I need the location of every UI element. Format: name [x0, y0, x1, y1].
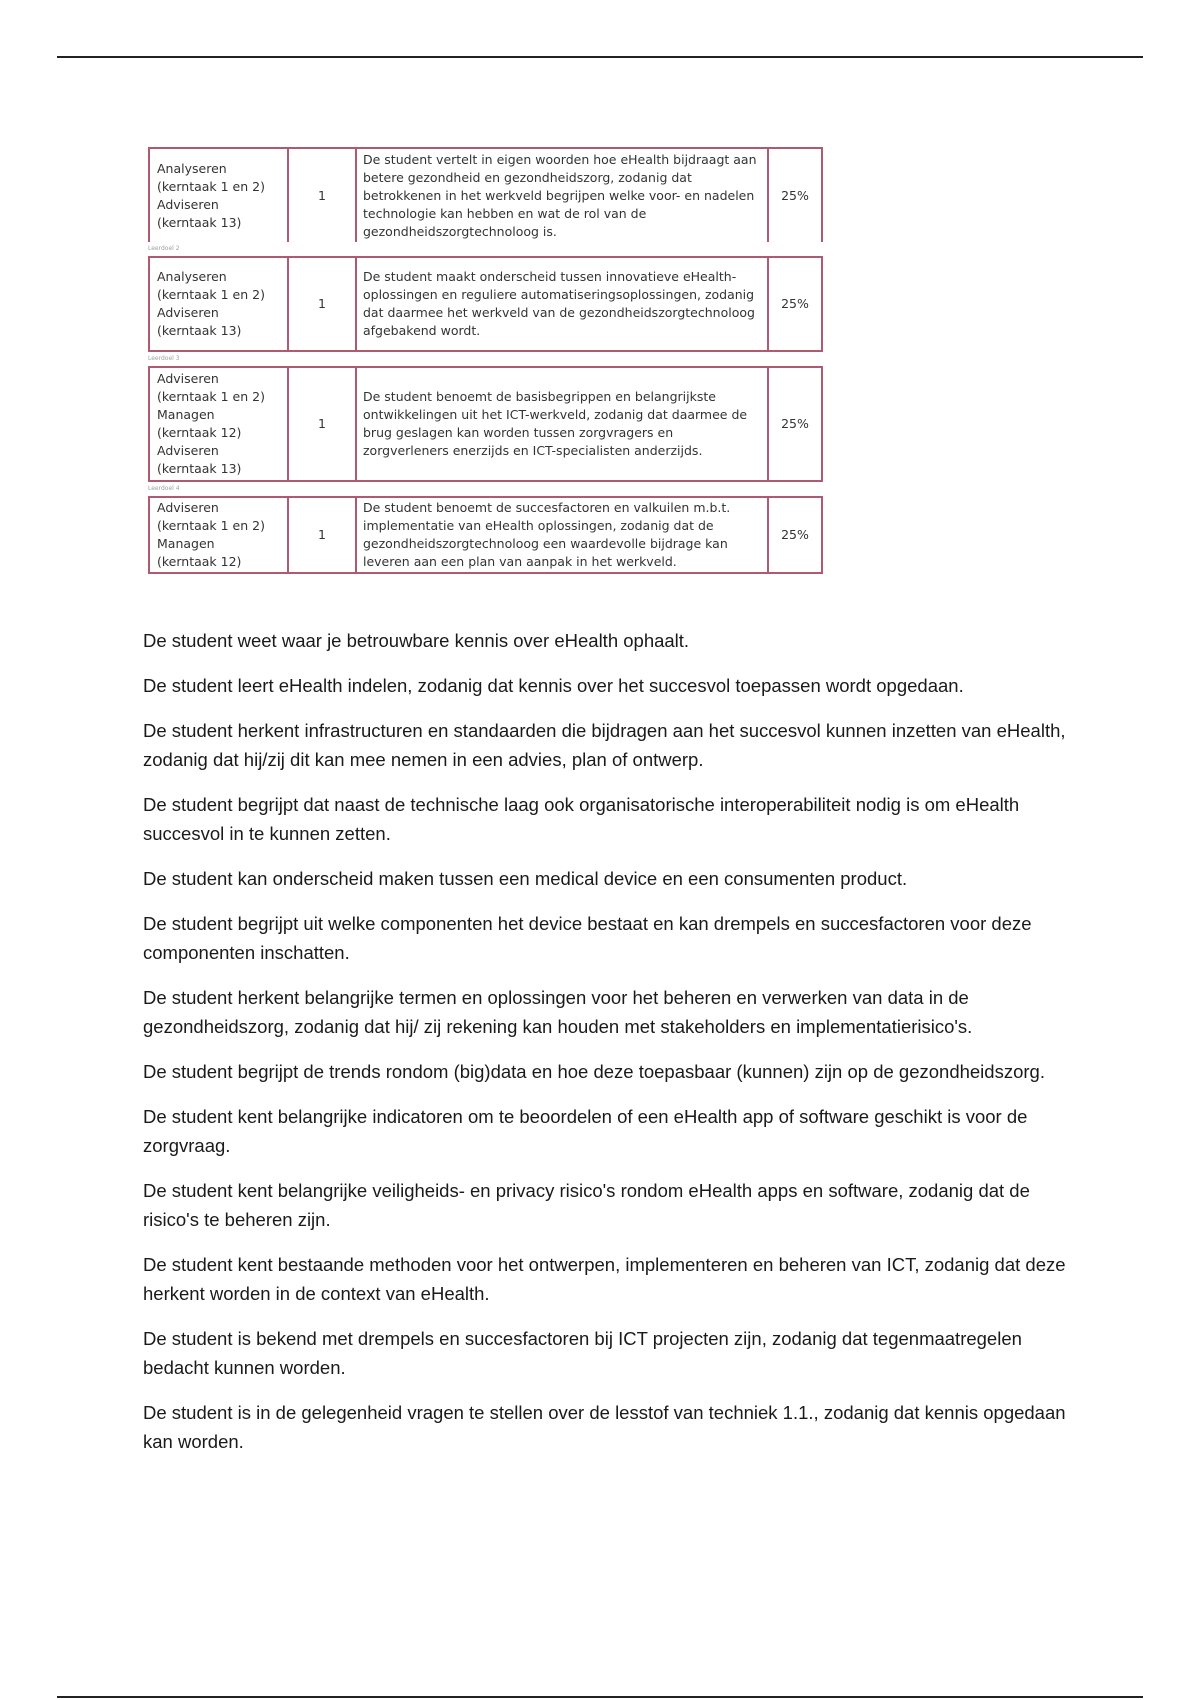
footer-rule	[57, 1696, 1143, 1698]
role-line: (kerntaak 13)	[157, 461, 242, 476]
weight-cell: 25%	[768, 257, 822, 351]
description-cell: De student vertelt in eigen woorden hoe eHealth bijdraagt aan betere gezondheid en gezondheidszorg, zodanig dat betrokkenen in het werkveld begrijpen welke voor- en nadelen technologie kan hebben en wat de rol van de gezondheidszorgtechnoloog is.	[356, 148, 768, 242]
role-line: (kerntaak 1 en 2)	[157, 518, 265, 533]
weight-cell: 25%	[768, 148, 822, 242]
description-cell: De student benoemt de succesfactoren en valkuilen m.b.t. implementatie van eHealth oplossingen, zodanig dat de gezondheidszorgtechnoloog een waardevolle bijdrage kan leveren aan een plan van aanpak in het werkveld.	[356, 497, 768, 573]
learning-goal-caption: Leerdoel 2	[148, 245, 180, 252]
number-cell: 1	[288, 148, 356, 242]
goal-paragraph: De student kent belangrijke veiligheids- en privacy risico's rondom eHealth apps en software, zodanig dat de risico's te beheren zijn.	[143, 1180, 1030, 1230]
goal-paragraph: De student herkent belangrijke termen en oplossingen voor het beheren en verwerken van data in de gezondheidszorg, zodanig dat hij/ zij rekening kan houden met stakeholders en implementatierisico's.	[143, 987, 973, 1037]
role-line: (kerntaak 12)	[157, 425, 242, 440]
learning-goal-table-4	[148, 496, 823, 574]
weight-cell: 25%	[768, 497, 822, 573]
role-line: (kerntaak 12)	[157, 554, 242, 569]
goal-paragraph: De student kan onderscheid maken tussen een medical device en een consumenten product.	[143, 868, 908, 889]
goal-paragraph: De student begrijpt dat naast de technische laag ook organisatorische interoperabiliteit nodig is om eHealth succesvol in te kunnen zetten.	[143, 794, 1020, 844]
role-line: Analyseren	[157, 160, 227, 176]
goal-paragraph: De student begrijpt de trends rondom (big)data en hoe deze toepasbaar (kunnen) zijn op de gezondheidszorg.	[143, 1061, 1045, 1082]
number-cell: 1	[288, 367, 356, 481]
role-line: Adviseren	[157, 196, 219, 212]
role-line: (kerntaak 13)	[157, 214, 242, 230]
learning-goal-caption: Leerdoel 4	[148, 485, 180, 492]
goals-list	[143, 626, 1083, 1472]
goal-paragraph: De student herkent infrastructuren en standaarden die bijdragen aan het succesvol kunnen inzetten van eHealth, zodanig dat hij/zij dit kan mee nemen in een advies, plan of ontwerp.	[143, 720, 1066, 770]
learning-goals-tables	[148, 147, 825, 574]
goal-paragraph: De student kent bestaande methoden voor het ontwerpen, implementeren en beheren van ICT, zodanig dat deze herkent worden in de context van eHealth.	[143, 1254, 1066, 1304]
roles-cell	[149, 257, 288, 351]
roles-cell	[149, 148, 288, 242]
number-cell: 1	[288, 257, 356, 351]
role-line: Managen	[157, 536, 215, 551]
roles-cell	[149, 367, 288, 481]
goal-paragraph: De student leert eHealth indelen, zodanig dat kennis over het succesvol toepassen wordt opgedaan.	[143, 675, 964, 696]
role-line: (kerntaak 1 en 2)	[157, 287, 265, 302]
role-line: Adviseren	[157, 443, 219, 458]
learning-goal-table-2	[148, 256, 823, 352]
goal-paragraph: De student kent belangrijke indicatoren om te beoordelen of een eHealth app of software geschikt is voor de zorgvraag.	[143, 1106, 1028, 1156]
weight-cell: 25%	[768, 367, 822, 481]
role-line: (kerntaak 1 en 2)	[157, 178, 265, 194]
goal-paragraph: De student weet waar je betrouwbare kennis over eHealth ophaalt.	[143, 630, 690, 651]
role-line: Adviseren	[157, 500, 219, 515]
learning-goal-caption: Leerdoel 3	[148, 355, 180, 362]
goal-paragraph: De student is in de gelegenheid vragen te stellen over de lesstof van techniek 1.1., zodanig dat kennis opgedaan kan worden.	[143, 1402, 1066, 1452]
roles-cell	[149, 497, 288, 573]
header-rule	[57, 56, 1143, 58]
number-cell: 1	[288, 497, 356, 573]
role-line: (kerntaak 1 en 2)	[157, 389, 265, 404]
learning-goal-table-1	[148, 147, 823, 242]
goal-paragraph: De student begrijpt uit welke componenten het device bestaat en kan drempels en succesfactoren voor deze componenten inschatten.	[143, 913, 1032, 963]
role-line: Analyseren	[157, 269, 227, 284]
learning-goal-table-3	[148, 366, 823, 482]
description-cell: De student maakt onderscheid tussen innovatieve eHealth-oplossingen en reguliere automatiseringsoplossingen, zodanig dat daarmee het werkveld van de gezondheidszorgtechnoloog afgebakend wordt.	[356, 257, 768, 351]
goal-paragraph: De student is bekend met drempels en succesfactoren bij ICT projecten zijn, zodanig dat tegenmaatregelen bedacht kunnen worden.	[143, 1328, 1022, 1378]
role-line: Adviseren	[157, 371, 219, 386]
role-line: Managen	[157, 407, 215, 422]
role-line: (kerntaak 13)	[157, 323, 242, 338]
description-cell: De student benoemt de basisbegrippen en belangrijkste ontwikkelingen uit het ICT-werkveld, zodanig dat daarmee de brug geslagen kan worden tussen zorgvragers en zorgverleners enerzijds en ICT-specialisten anderzijds.	[356, 367, 768, 481]
role-line: Adviseren	[157, 305, 219, 320]
